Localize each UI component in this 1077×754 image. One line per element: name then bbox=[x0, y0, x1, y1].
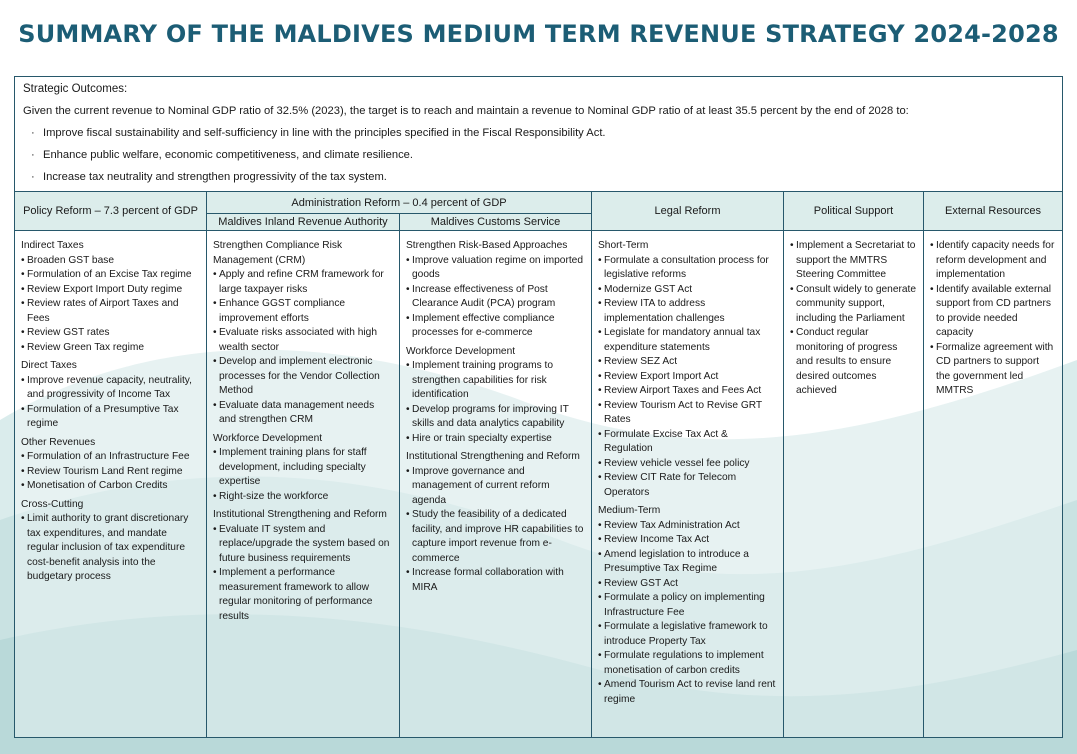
section bbox=[598, 239, 777, 500]
list-item-text: Formulation of an Excise Tax regime bbox=[27, 269, 192, 280]
bullet-icon: • bbox=[598, 457, 602, 469]
list-item bbox=[598, 457, 777, 472]
list-item bbox=[598, 254, 777, 283]
list-item-text: Broaden GST base bbox=[27, 254, 115, 266]
list-item-text: Review Airport Taxes and Fees Act bbox=[604, 385, 762, 396]
list-item-text: Hire or train specialty expertise bbox=[412, 432, 552, 444]
bullet-icon: • bbox=[406, 509, 410, 520]
list-item bbox=[21, 465, 200, 480]
bullet-icon: • bbox=[598, 519, 602, 531]
bullet-icon: • bbox=[930, 341, 934, 353]
bullet-icon: • bbox=[21, 403, 25, 415]
list-item bbox=[21, 479, 200, 494]
list-item bbox=[213, 297, 393, 326]
list-item-text: Formulate Excise Tax Act & Regulation bbox=[604, 428, 728, 454]
bullet-icon: • bbox=[598, 283, 602, 295]
section-title: Workforce Development bbox=[213, 432, 323, 444]
list-item bbox=[406, 566, 585, 595]
list-item bbox=[598, 355, 777, 370]
bullet-icon: • bbox=[598, 592, 602, 603]
list-item-text: Amend legislation to introduce a Presumptive Tax Regime bbox=[604, 548, 749, 574]
bullet-icon: • bbox=[213, 356, 217, 367]
outcomes-heading: Strategic Outcomes: bbox=[23, 83, 128, 95]
list-item bbox=[21, 326, 200, 341]
list-item-text: Review GST rates bbox=[27, 327, 110, 338]
list-item-text: Review GST Act bbox=[604, 577, 678, 589]
list-item bbox=[21, 254, 200, 269]
list-item-text: Apply and refine CRM framework for large taxpayer risks bbox=[219, 269, 384, 295]
bullet-icon: • bbox=[213, 298, 217, 309]
list-item bbox=[213, 490, 393, 505]
header-legal-reform: Legal Reform bbox=[592, 192, 784, 230]
list-item-text: Identify available external support from CD partners to provide needed capacity bbox=[936, 283, 1051, 338]
section-title: Workforce Development bbox=[406, 345, 516, 357]
section-title: Strengthen Risk-Based Approaches bbox=[406, 240, 568, 251]
header-political-support: Political Support bbox=[784, 192, 924, 230]
outcomes-list bbox=[31, 126, 606, 192]
list-item-text: Evaluate IT system and replace/upgrade the system based on future business requirements bbox=[219, 523, 390, 564]
list-item bbox=[930, 239, 1056, 283]
section bbox=[930, 239, 1056, 399]
bullet-icon: • bbox=[213, 327, 217, 338]
list-item bbox=[598, 678, 777, 707]
bullet-icon: • bbox=[598, 577, 602, 589]
list-item bbox=[21, 403, 200, 432]
bullet-icon: • bbox=[930, 283, 934, 295]
bullet-icon: • bbox=[598, 548, 602, 560]
bullet-icon: • bbox=[406, 360, 410, 371]
list-item bbox=[21, 268, 200, 283]
list-item bbox=[406, 432, 585, 447]
bullet-icon: • bbox=[598, 298, 602, 309]
list-item bbox=[598, 577, 777, 592]
list-item bbox=[598, 471, 777, 500]
list-item bbox=[21, 374, 200, 403]
list-item-text: Increase formal collaboration with MIRA bbox=[412, 567, 564, 593]
column-political-support bbox=[784, 231, 924, 737]
list-item-text: Review Income Tax Act bbox=[604, 534, 710, 545]
bullet-icon: • bbox=[21, 480, 25, 491]
list-item bbox=[598, 283, 777, 298]
list-item bbox=[406, 254, 585, 283]
list-item-text: Formulate a policy on implementing Infrastructure Fee bbox=[604, 592, 765, 618]
list-item-text: Review ITA to address implementation challenges bbox=[604, 298, 725, 324]
list-item bbox=[598, 591, 777, 620]
list-item-text: Evaluate data management needs and strengthen CRM bbox=[219, 399, 375, 425]
bullet-icon: • bbox=[406, 567, 410, 578]
bullet-icon: • bbox=[21, 341, 25, 353]
list-item bbox=[790, 239, 917, 283]
column-policy-reform bbox=[15, 231, 207, 737]
list-item bbox=[213, 446, 393, 490]
bullet-icon: • bbox=[598, 356, 602, 367]
list-item-text: Review Export Import Act bbox=[604, 370, 719, 382]
bullet-icon: • bbox=[930, 240, 934, 251]
list-item bbox=[930, 283, 1056, 341]
list-item bbox=[598, 620, 777, 649]
bullet-icon: • bbox=[213, 490, 217, 502]
bullet-icon: • bbox=[21, 374, 25, 386]
list-item-text: Implement a Secretariat to support the MMTRS Steering Committee bbox=[796, 240, 916, 280]
list-item-text: Implement effective compliance processes for e-commerce bbox=[412, 312, 555, 338]
bullet-icon: • bbox=[406, 465, 410, 477]
section bbox=[598, 504, 777, 707]
list-item bbox=[598, 548, 777, 577]
strategic-outcomes bbox=[15, 77, 1062, 192]
list-item bbox=[790, 283, 917, 327]
section-title: Medium-Term bbox=[598, 505, 661, 516]
list-item bbox=[406, 283, 585, 312]
list-item-text: Review Tourism Act to Revise GRT Rates bbox=[604, 399, 762, 425]
list-item-text: Identify capacity needs for reform development and implementation bbox=[936, 240, 1055, 280]
bullet-icon: • bbox=[790, 240, 794, 251]
section-title: Direct Taxes bbox=[21, 360, 77, 371]
bullet-icon: • bbox=[21, 283, 25, 295]
bullet-icon: • bbox=[21, 465, 25, 477]
bullet-icon: • bbox=[21, 269, 25, 280]
list-item bbox=[598, 399, 777, 428]
list-item-text: Formulate regulations to implement monetisation of carbon credits bbox=[604, 650, 764, 676]
bullet-icon: • bbox=[21, 298, 25, 309]
bullet-icon: • bbox=[598, 534, 602, 545]
list-item bbox=[598, 326, 777, 355]
list-item-text: Modernize GST Act bbox=[604, 283, 693, 295]
list-item bbox=[21, 283, 200, 298]
section bbox=[21, 498, 200, 585]
section bbox=[21, 239, 200, 355]
list-item-text: Formulation of an Infrastructure Fee bbox=[27, 451, 190, 462]
list-item bbox=[21, 450, 200, 465]
bullet-icon: • bbox=[21, 451, 25, 462]
list-item bbox=[598, 370, 777, 385]
bullet-icon: • bbox=[598, 621, 602, 632]
section-title: Strengthen Compliance Risk Management (CRM) bbox=[213, 240, 343, 266]
section bbox=[21, 359, 200, 432]
list-item bbox=[213, 355, 393, 399]
list-item-text: Review rates of Airport Taxes and Fees bbox=[27, 298, 179, 324]
list-item bbox=[598, 649, 777, 678]
list-item bbox=[598, 384, 777, 399]
header-policy-reform: Policy Reform – 7.3 percent of GDP bbox=[15, 192, 207, 230]
bullet-icon: • bbox=[790, 283, 794, 295]
section bbox=[406, 345, 585, 447]
list-item bbox=[21, 341, 200, 356]
page-title: SUMMARY OF THE MALDIVES MEDIUM TERM REVENUE STRATEGY 2024-2028 bbox=[18, 20, 1059, 48]
list-item bbox=[21, 297, 200, 326]
list-item-text: Legislate for mandatory annual tax expenditure statements bbox=[604, 327, 761, 353]
bullet-icon: • bbox=[21, 513, 25, 524]
list-item bbox=[406, 312, 585, 341]
bullet-icon: • bbox=[21, 254, 25, 266]
list-item: · Increase tax neutrality and strengthen progressivity of the tax system. bbox=[31, 171, 387, 183]
column-external-resources bbox=[924, 231, 1062, 737]
section-title: Institutional Strengthening and Reform bbox=[406, 451, 580, 462]
list-item-text: Implement training plans for staff development, including specialty expertise bbox=[219, 447, 367, 487]
list-item bbox=[213, 326, 393, 355]
bullet-icon: • bbox=[598, 399, 602, 411]
header-external-resources: External Resources bbox=[924, 192, 1062, 230]
list-item bbox=[598, 519, 777, 534]
strategy-table bbox=[14, 76, 1063, 738]
list-item-text: Limit authority to grant discretionary tax expenditures, and mandate regular inclusion of tax expenditure cost-benefit analysis into the budgetary process bbox=[27, 513, 189, 582]
column-customs bbox=[400, 231, 592, 737]
bullet-icon: • bbox=[406, 283, 410, 295]
bullet-icon: • bbox=[406, 312, 410, 324]
list-item-text: Formalize agreement with CD partners to support the government led MMTRS bbox=[936, 341, 1054, 396]
list-item-text: Review Tax Administration Act bbox=[604, 519, 740, 531]
bullet-icon: • bbox=[598, 472, 602, 483]
bullet-icon: • bbox=[598, 428, 602, 440]
list-item-text: Conduct regular monitoring of progress and results to ensure desired outcomes achieved bbox=[796, 327, 898, 396]
list-item-text: Formulate a legislative framework to introduce Property Tax bbox=[604, 621, 768, 647]
bullet-icon: • bbox=[598, 679, 602, 690]
list-item-text: Improve governance and management of current reform agenda bbox=[412, 465, 550, 506]
list-item-text: Enhance GGST compliance improvement efforts bbox=[219, 298, 346, 324]
list-item-text: Monetisation of Carbon Credits bbox=[27, 480, 168, 491]
list-item-text: Consult widely to generate community support, including the Parliament bbox=[796, 283, 917, 324]
list-item-text: Review CIT Rate for Telecom Operators bbox=[604, 472, 737, 498]
list-item-text: Formulate a consultation process for legislative reforms bbox=[604, 254, 769, 280]
section-title: Indirect Taxes bbox=[21, 240, 84, 251]
bullet-icon: • bbox=[21, 327, 25, 338]
list-item-text: Implement training programs to strengthen capabilities for risk identification bbox=[412, 360, 553, 400]
section-title: Cross-Cutting bbox=[21, 498, 84, 510]
bullet-icon: • bbox=[213, 523, 217, 535]
bullet-icon: • bbox=[790, 327, 794, 338]
list-item bbox=[213, 399, 393, 428]
bullet-icon: • bbox=[213, 567, 217, 578]
list-item bbox=[213, 566, 393, 624]
section bbox=[213, 508, 393, 624]
bullet-icon: • bbox=[406, 403, 410, 415]
section bbox=[406, 450, 585, 595]
bullet-icon: • bbox=[213, 447, 217, 458]
list-item bbox=[598, 297, 777, 326]
list-item-text: Improve valuation regime on imported goods bbox=[412, 254, 584, 280]
list-item-text: Review vehicle vessel fee policy bbox=[604, 457, 750, 469]
bullet-icon: • bbox=[598, 327, 602, 338]
bullet-icon: • bbox=[598, 254, 602, 266]
list-item bbox=[930, 341, 1056, 399]
section-title: Institutional Strengthening and Reform bbox=[213, 509, 387, 520]
list-item-text: Develop programs for improving IT skills and data analytics capability bbox=[412, 403, 569, 429]
section-title: Short-Term bbox=[598, 240, 649, 251]
list-item-text: Review Green Tax regime bbox=[27, 341, 145, 353]
list-item-text: Evaluate risks associated with high wealth sector bbox=[219, 327, 377, 353]
list-item-text: Develop and implement electronic processes for the Vendor Collection Method bbox=[219, 356, 380, 396]
section bbox=[21, 436, 200, 494]
bullet-icon: • bbox=[213, 269, 217, 280]
section bbox=[406, 239, 585, 341]
bullet-icon: • bbox=[406, 254, 410, 266]
bullet-icon: • bbox=[598, 650, 602, 661]
list-item bbox=[213, 523, 393, 567]
bullet-icon: • bbox=[406, 432, 410, 444]
list-item-text: Study the feasibility of a dedicated facility, and improve HR capabilities to capture import revenue from e-commerce bbox=[412, 509, 584, 564]
list-item bbox=[406, 403, 585, 432]
header-customs: Maldives Customs Service bbox=[400, 213, 592, 230]
list-item-text: Implement a performance measurement framework to allow regular monitoring of performance results bbox=[219, 567, 373, 622]
list-item bbox=[213, 268, 393, 297]
column-legal-reform bbox=[592, 231, 784, 737]
list-item bbox=[406, 508, 585, 566]
bullet-icon: • bbox=[213, 399, 217, 411]
bullet-icon: • bbox=[598, 385, 602, 396]
section bbox=[790, 239, 917, 399]
list-item-text: Review Export Import Duty regime bbox=[27, 283, 183, 295]
list-item-text: Right-size the workforce bbox=[219, 490, 329, 502]
section bbox=[213, 432, 393, 505]
list-item-text: Review SEZ Act bbox=[604, 356, 678, 367]
list-item bbox=[790, 326, 917, 399]
list-item-text: Increase effectiveness of Post Clearance Audit (PCA) program bbox=[412, 283, 556, 309]
list-item: · Enhance public welfare, economic competitiveness, and climate resilience. bbox=[31, 149, 413, 161]
header-administration-reform: Administration Reform – 0.4 percent of GDP bbox=[207, 192, 592, 213]
column-mira bbox=[207, 231, 400, 737]
list-item bbox=[21, 512, 200, 585]
section bbox=[213, 239, 393, 428]
list-item-text: Formulation of a Presumptive Tax regime bbox=[27, 403, 179, 429]
list-item-text: Review Tourism Land Rent regime bbox=[27, 465, 183, 477]
list-item-text: Amend Tourism Act to revise land rent regime bbox=[604, 679, 776, 705]
header-mira: Maldives Inland Revenue Authority bbox=[207, 213, 400, 230]
bullet-icon: • bbox=[598, 370, 602, 382]
list-item-text: Improve revenue capacity, neutrality, and progressivity of Income Tax bbox=[27, 374, 192, 400]
list-item bbox=[406, 359, 585, 403]
outcomes-intro: Given the current revenue to Nominal GDP ratio of 32.5% (2023), the target is to reach and maintain a revenue to Nominal GDP ratio of at least 35.5 percent by the end of 2028 to: bbox=[23, 105, 909, 117]
list-item: · Improve fiscal sustainability and self-sufficiency in line with the principles specified in the Fiscal Responsibility Act. bbox=[31, 127, 606, 139]
list-item bbox=[598, 428, 777, 457]
section-title: Other Revenues bbox=[21, 436, 96, 448]
list-item bbox=[598, 533, 777, 548]
list-item bbox=[406, 465, 585, 509]
